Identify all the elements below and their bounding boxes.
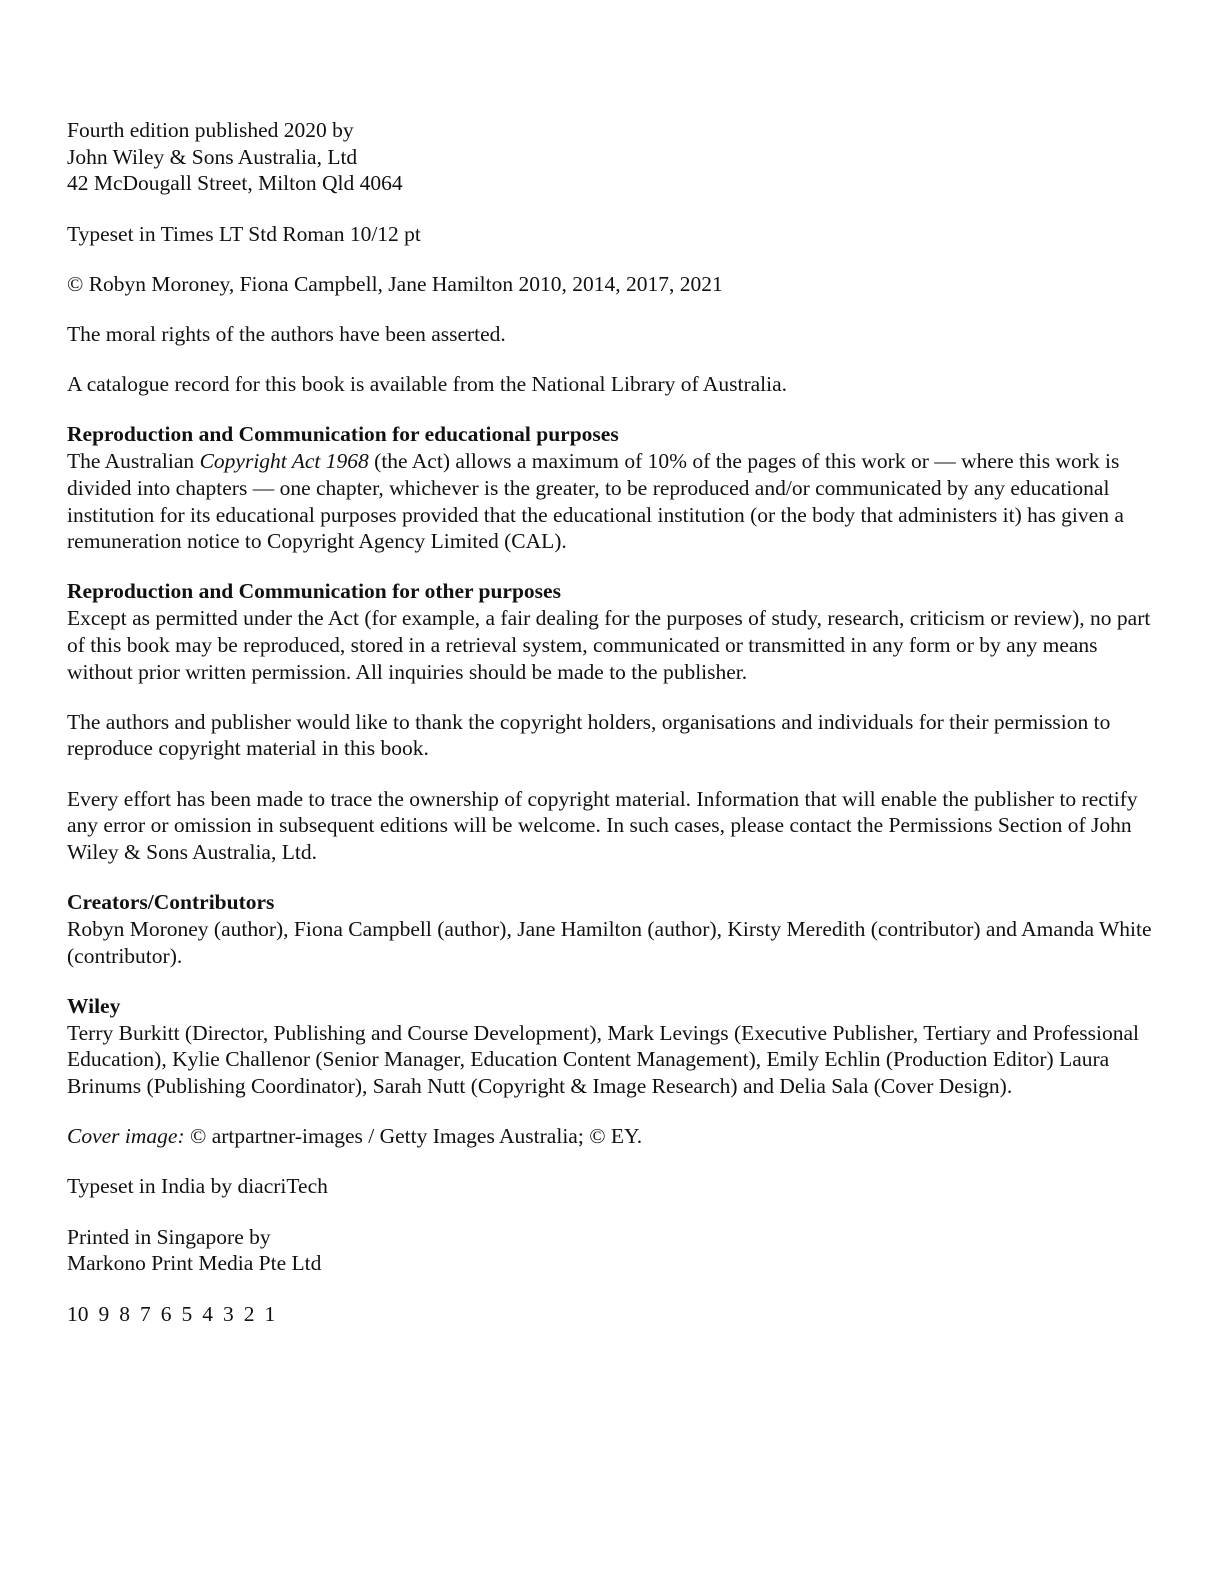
catalogue-text: A catalogue record for this book is available from the National Library of Australia. [67,372,788,397]
effort-notice [67,786,1167,866]
print-number: 5 [181,1301,193,1326]
educational-heading: Reproduction and Communication for educational purposes [67,422,619,447]
other-heading: Reproduction and Communication for other purposes [67,579,561,604]
cover-image-credit [67,1123,1167,1150]
other-purposes-section [67,578,1167,685]
print-number: 6 [160,1301,172,1326]
printed-line-2: Markono Print Media Pte Ltd [67,1251,322,1276]
publication-info [67,117,1167,197]
creators-section [67,889,1167,969]
catalogue-notice [67,371,1167,398]
creators-text: Robyn Moroney (author), Fiona Campbell (author), Jane Hamilton (author), Kirsty Meredith (contributor) and Amanda White (contributor). [67,916,1152,968]
print-number: 8 [119,1301,130,1326]
printed-info [67,1224,1167,1277]
other-text: Except as permitted under the Act (for example, a fair dealing for the purposes of study, research, criticism or review), no part of this book may be reproduced, stored in a retrieval system, communicated or transmitted in any form or by any means without prior written permission. All inquiries should be made to the publisher. [67,606,1151,684]
moral-rights-text: The moral rights of the authors have been asserted. [67,322,506,347]
educational-text-after: (the Act) allows a maximum of 10% of the pages of this work or — where this work is divided into chapters — one chapter, whichever is the greater, to be reproduced and/or communicated by any educational institution for its educational purposes provided that the educational institution (or the body that administers it) has given a remuneration notice to Copyright Agency Limited (CAL). [67,449,1124,554]
copyright-act-title: Copyright Act 1968 [199,449,369,474]
creators-heading: Creators/Contributors [67,890,275,915]
typeset-font-note [67,221,1167,248]
copyright-page [67,117,1167,1351]
print-number: 9 [98,1301,110,1326]
effort-text: Every effort has been made to trace the ownership of copyright material. Information that will enable the publisher to rectify any error or omission in subsequent editions will be welcome. In such cases, please contact the Permissions Section of John Wiley & Sons Australia, Ltd. [67,786,1138,865]
typeset-font-text: Typeset in Times LT Std Roman 10/12 pt [67,221,421,246]
copyright-notice [67,271,1167,298]
copyright-text: © Robyn Moroney, Fiona Campbell, Jane Hamilton 2010, 2014, 2017, 2021 [67,271,723,296]
thanks-notice [67,709,1167,762]
wiley-text: Terry Burkitt (Director, Publishing and Course Development), Mark Levings (Executive Publisher, Tertiary and Professional Education), Kylie Challenor (Senior Manager, Education Content Management), Emily Echlin (Production Editor) Laura Brinums (Publishing Coordinator), Sarah Nutt (Copyright & Image Research) and Delia Sala (Cover Design). [67,1020,1140,1098]
moral-rights-notice [67,321,1167,348]
publication-line-2: John Wiley & Sons Australia, Ltd [67,144,358,169]
print-number: 4 [202,1301,213,1326]
thanks-text: The authors and publisher would like to thank the copyright holders, organisations and individuals for their permission to reproduce copyright material in this book. [67,709,1111,761]
educational-text-before: The Australian [67,449,200,474]
print-number: 10 [67,1301,89,1326]
publication-line-1: Fourth edition published 2020 by [67,118,354,142]
wiley-heading: Wiley [67,993,121,1018]
print-line-numbers [67,1301,1167,1328]
wiley-section [67,993,1167,1100]
cover-credit-line [67,1123,1167,1150]
publication-line-3: 42 McDougall Street, Milton Qld 4064 [67,171,403,196]
cover-text: © artpartner-images / Getty Images Australia; © EY. [184,1124,643,1149]
print-number: 1 [264,1301,276,1326]
typeset-by-note [67,1173,1167,1200]
print-number: 7 [140,1301,151,1326]
print-number: 3 [223,1301,234,1326]
print-number: 2 [243,1301,255,1326]
printed-line-1: Printed in Singapore by [67,1224,271,1249]
educational-purposes-section [67,421,1167,555]
typeset-by-text: Typeset in India by diacriTech [67,1174,328,1199]
cover-label: Cover image: [67,1124,185,1149]
educational-text [67,448,1167,555]
